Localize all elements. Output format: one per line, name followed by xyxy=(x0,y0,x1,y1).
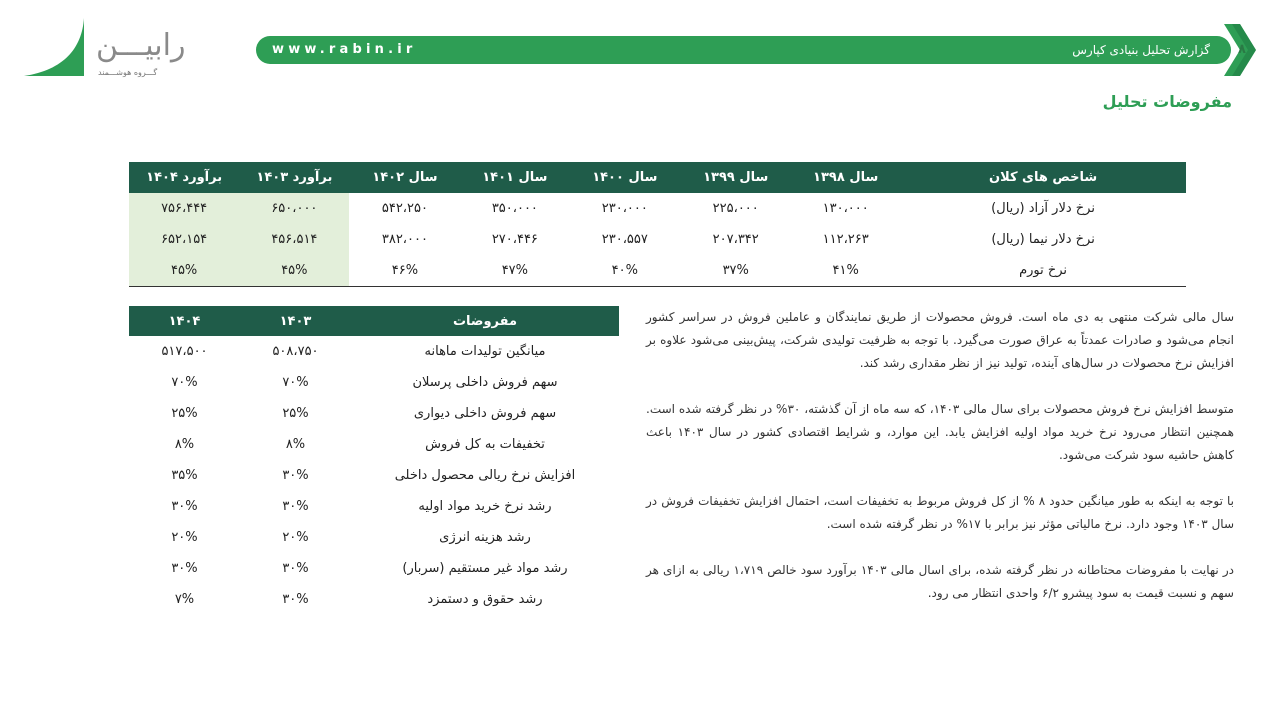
note-paragraph: در نهایت با مفروضات محتاطانه در نظر گرفته شده، برای اسال مالی ۱۴۰۳ برآورد سود خالص ۱،۷۱۹ ریالی به ازای هر سهم و نسبت قیمت به سود پیشرو ۶/۲ واحدی انتظار می رود. xyxy=(646,563,1235,600)
table-cell: ۵۱۷،۵۰۰ xyxy=(161,344,208,359)
logo-text: رابیـــن xyxy=(96,28,186,63)
column-header: مفروضات xyxy=(351,306,619,336)
table-row xyxy=(129,367,619,398)
table-cell: ۲۵% xyxy=(171,406,198,421)
table-cell: رشد نرخ خرید مواد اولیه xyxy=(418,499,552,514)
table-row xyxy=(129,336,619,367)
table-cell: ۲۰۷،۳۴۲ xyxy=(712,232,759,247)
table-row xyxy=(129,224,1186,255)
table-cell: ۷% xyxy=(174,592,195,607)
table-cell: ۳۸۲،۰۰۰ xyxy=(381,232,428,247)
table-cell: ۳۰% xyxy=(282,468,309,483)
column-header: سال ۱۳۹۹ xyxy=(680,162,791,193)
column-header: سال ۱۴۰۱ xyxy=(460,162,569,193)
column-header: سال ۱۴۰۲ xyxy=(349,162,460,193)
macro-indicators-table xyxy=(129,162,1186,287)
table-cell: ۳۷% xyxy=(722,263,749,278)
section-title: مفروضات تحلیل xyxy=(1102,92,1232,111)
table-cell: ۵۴۲،۲۵۰ xyxy=(381,201,428,216)
website-link[interactable]: www.rabin.ir xyxy=(272,42,417,57)
table-cell: ۴۶% xyxy=(391,263,419,278)
table-cell: ۴۰% xyxy=(611,263,638,278)
table-cell: ۸% xyxy=(285,437,306,452)
table-cell: تخفیفات به کل فروش xyxy=(425,437,545,452)
column-header: سال ۱۴۰۰ xyxy=(569,162,680,193)
analysis-notes xyxy=(646,306,1234,628)
table-cell: ۷۰% xyxy=(282,375,309,390)
assumptions-table xyxy=(129,306,619,615)
table-cell: ۴۵۶،۵۱۴ xyxy=(239,224,349,255)
table-cell: ۲۳۰،۰۰۰ xyxy=(601,201,648,216)
table-cell: ۳۰% xyxy=(171,561,198,576)
table-cell: ۴۵% xyxy=(239,255,349,287)
table-cell: سهم فروش داخلی دیواری xyxy=(413,406,557,421)
table-cell: ۱۳۰،۰۰۰ xyxy=(822,201,869,216)
table-cell: سهم فروش داخلی پرسلان xyxy=(412,375,558,390)
table-row xyxy=(129,491,619,522)
table-cell: نرخ تورم xyxy=(1019,263,1068,278)
column-header: ۱۴۰۴ xyxy=(129,306,240,336)
logo-tagline: گـــروه هوشـــمند xyxy=(98,68,158,77)
table-row xyxy=(129,522,619,553)
table-row xyxy=(129,398,619,429)
table-cell: رشد مواد غیر مستقیم (سربار) xyxy=(402,561,568,576)
table-cell: ۳۰% xyxy=(171,499,198,514)
table-cell: نرخ دلار آزاد (ریال) xyxy=(991,201,1095,216)
table-cell: ۳۵% xyxy=(171,468,198,483)
table-cell: ۳۵۰،۰۰۰ xyxy=(491,201,538,216)
table-row xyxy=(129,553,619,584)
company-logo xyxy=(24,18,214,84)
table-row xyxy=(129,429,619,460)
note-paragraph: با توجه به اینکه به طور میانگین حدود ۸ % از کل فروش مربوط به تخفیفات است، احتمال افزایش تخفیفات فروش در سال ۱۴۰۳ وجود دارد. نرخ مالیاتی مؤثر نیز برابر با ۱۷% در نظر گرفته شده است. xyxy=(646,494,1234,531)
table-cell: ۷۵۶،۴۴۴ xyxy=(129,193,239,224)
column-header: ۱۴۰۳ xyxy=(240,306,351,336)
table-cell: افزایش نرخ ریالی محصول داخلی xyxy=(394,468,576,483)
table-cell: ۷۰% xyxy=(171,375,198,390)
table-cell: ۴۷% xyxy=(501,263,529,278)
table-cell: ۳۰% xyxy=(282,592,309,607)
table-cell: ۵۰۸،۷۵۰ xyxy=(272,344,319,359)
table-cell: ۴۵% xyxy=(129,255,239,287)
table-header-row xyxy=(129,306,619,336)
table-cell: ۲۲۵،۰۰۰ xyxy=(712,201,759,216)
column-header: شاخص های کلان xyxy=(900,162,1186,193)
table-row xyxy=(129,193,1186,224)
table-cell: رشد هزینه انرژی xyxy=(439,530,531,545)
table-cell: ۲۷۰،۴۴۶ xyxy=(491,232,538,247)
column-header: برآورد ۱۴۰۴ xyxy=(129,162,239,193)
table-row xyxy=(129,460,619,491)
table-cell: نرخ دلار نیما (ریال) xyxy=(991,232,1095,247)
logo-leaf-icon xyxy=(24,18,86,80)
page-number: ۸ xyxy=(1238,42,1246,57)
table-header-row xyxy=(129,162,1186,193)
note-paragraph: متوسط افزایش نرخ فروش محصولات برای سال مالی ۱۴۰۳، که سه ماه از آن گذشته، ۳۰% در نظر گرفته شده است. همچنین انتظار می‌رود نرخ خرید مواد اولیه افزایش یابد. این موارد، و شرایط اقتصادی کشور در سال ۱۴۰۳ باعث کاهش حاشیه سود شرکت می‌شود. xyxy=(646,402,1234,462)
table-cell: ۳۰% xyxy=(282,499,309,514)
table-cell: ۲۰% xyxy=(171,530,198,545)
table-cell: رشد حقوق و دستمزد xyxy=(427,592,543,607)
column-header: برآورد ۱۴۰۳ xyxy=(239,162,349,193)
table-cell: ۴۱% xyxy=(832,263,859,278)
note-paragraph: سال مالی شرکت منتهی به دی ماه است. فروش محصولات از طریق نمایندگان و عاملین فروش در سراسر کشور انجام می‌شود و صادرات عمدتاً به عراق صورت می‌گیرد. با توجه به ظرفیت تولیدی شرکت، پیش‌بینی می‌شود علاوه بر افزایش نرخ محصولات در سال‌های آینده، تولید نیز از نظر مقداری رشد کند. xyxy=(646,310,1234,370)
table-cell: ۶۵۰،۰۰۰ xyxy=(239,193,349,224)
report-title: گزارش تحلیل بنیادی کپارس xyxy=(1072,43,1210,57)
table-cell: میانگین تولیدات ماهانه xyxy=(424,344,546,359)
table-cell: ۳۰% xyxy=(282,561,309,576)
table-cell: ۸% xyxy=(174,437,195,452)
table-cell: ۶۵۲،۱۵۴ xyxy=(129,224,239,255)
table-cell: ۲۵% xyxy=(282,406,309,421)
column-header: سال ۱۳۹۸ xyxy=(791,162,900,193)
table-cell: ۲۰% xyxy=(282,530,309,545)
table-cell: ۱۱۲،۲۶۳ xyxy=(822,232,869,247)
table-row xyxy=(129,255,1186,287)
table-row xyxy=(129,584,619,615)
table-cell: ۲۳۰،۵۵۷ xyxy=(601,232,648,247)
